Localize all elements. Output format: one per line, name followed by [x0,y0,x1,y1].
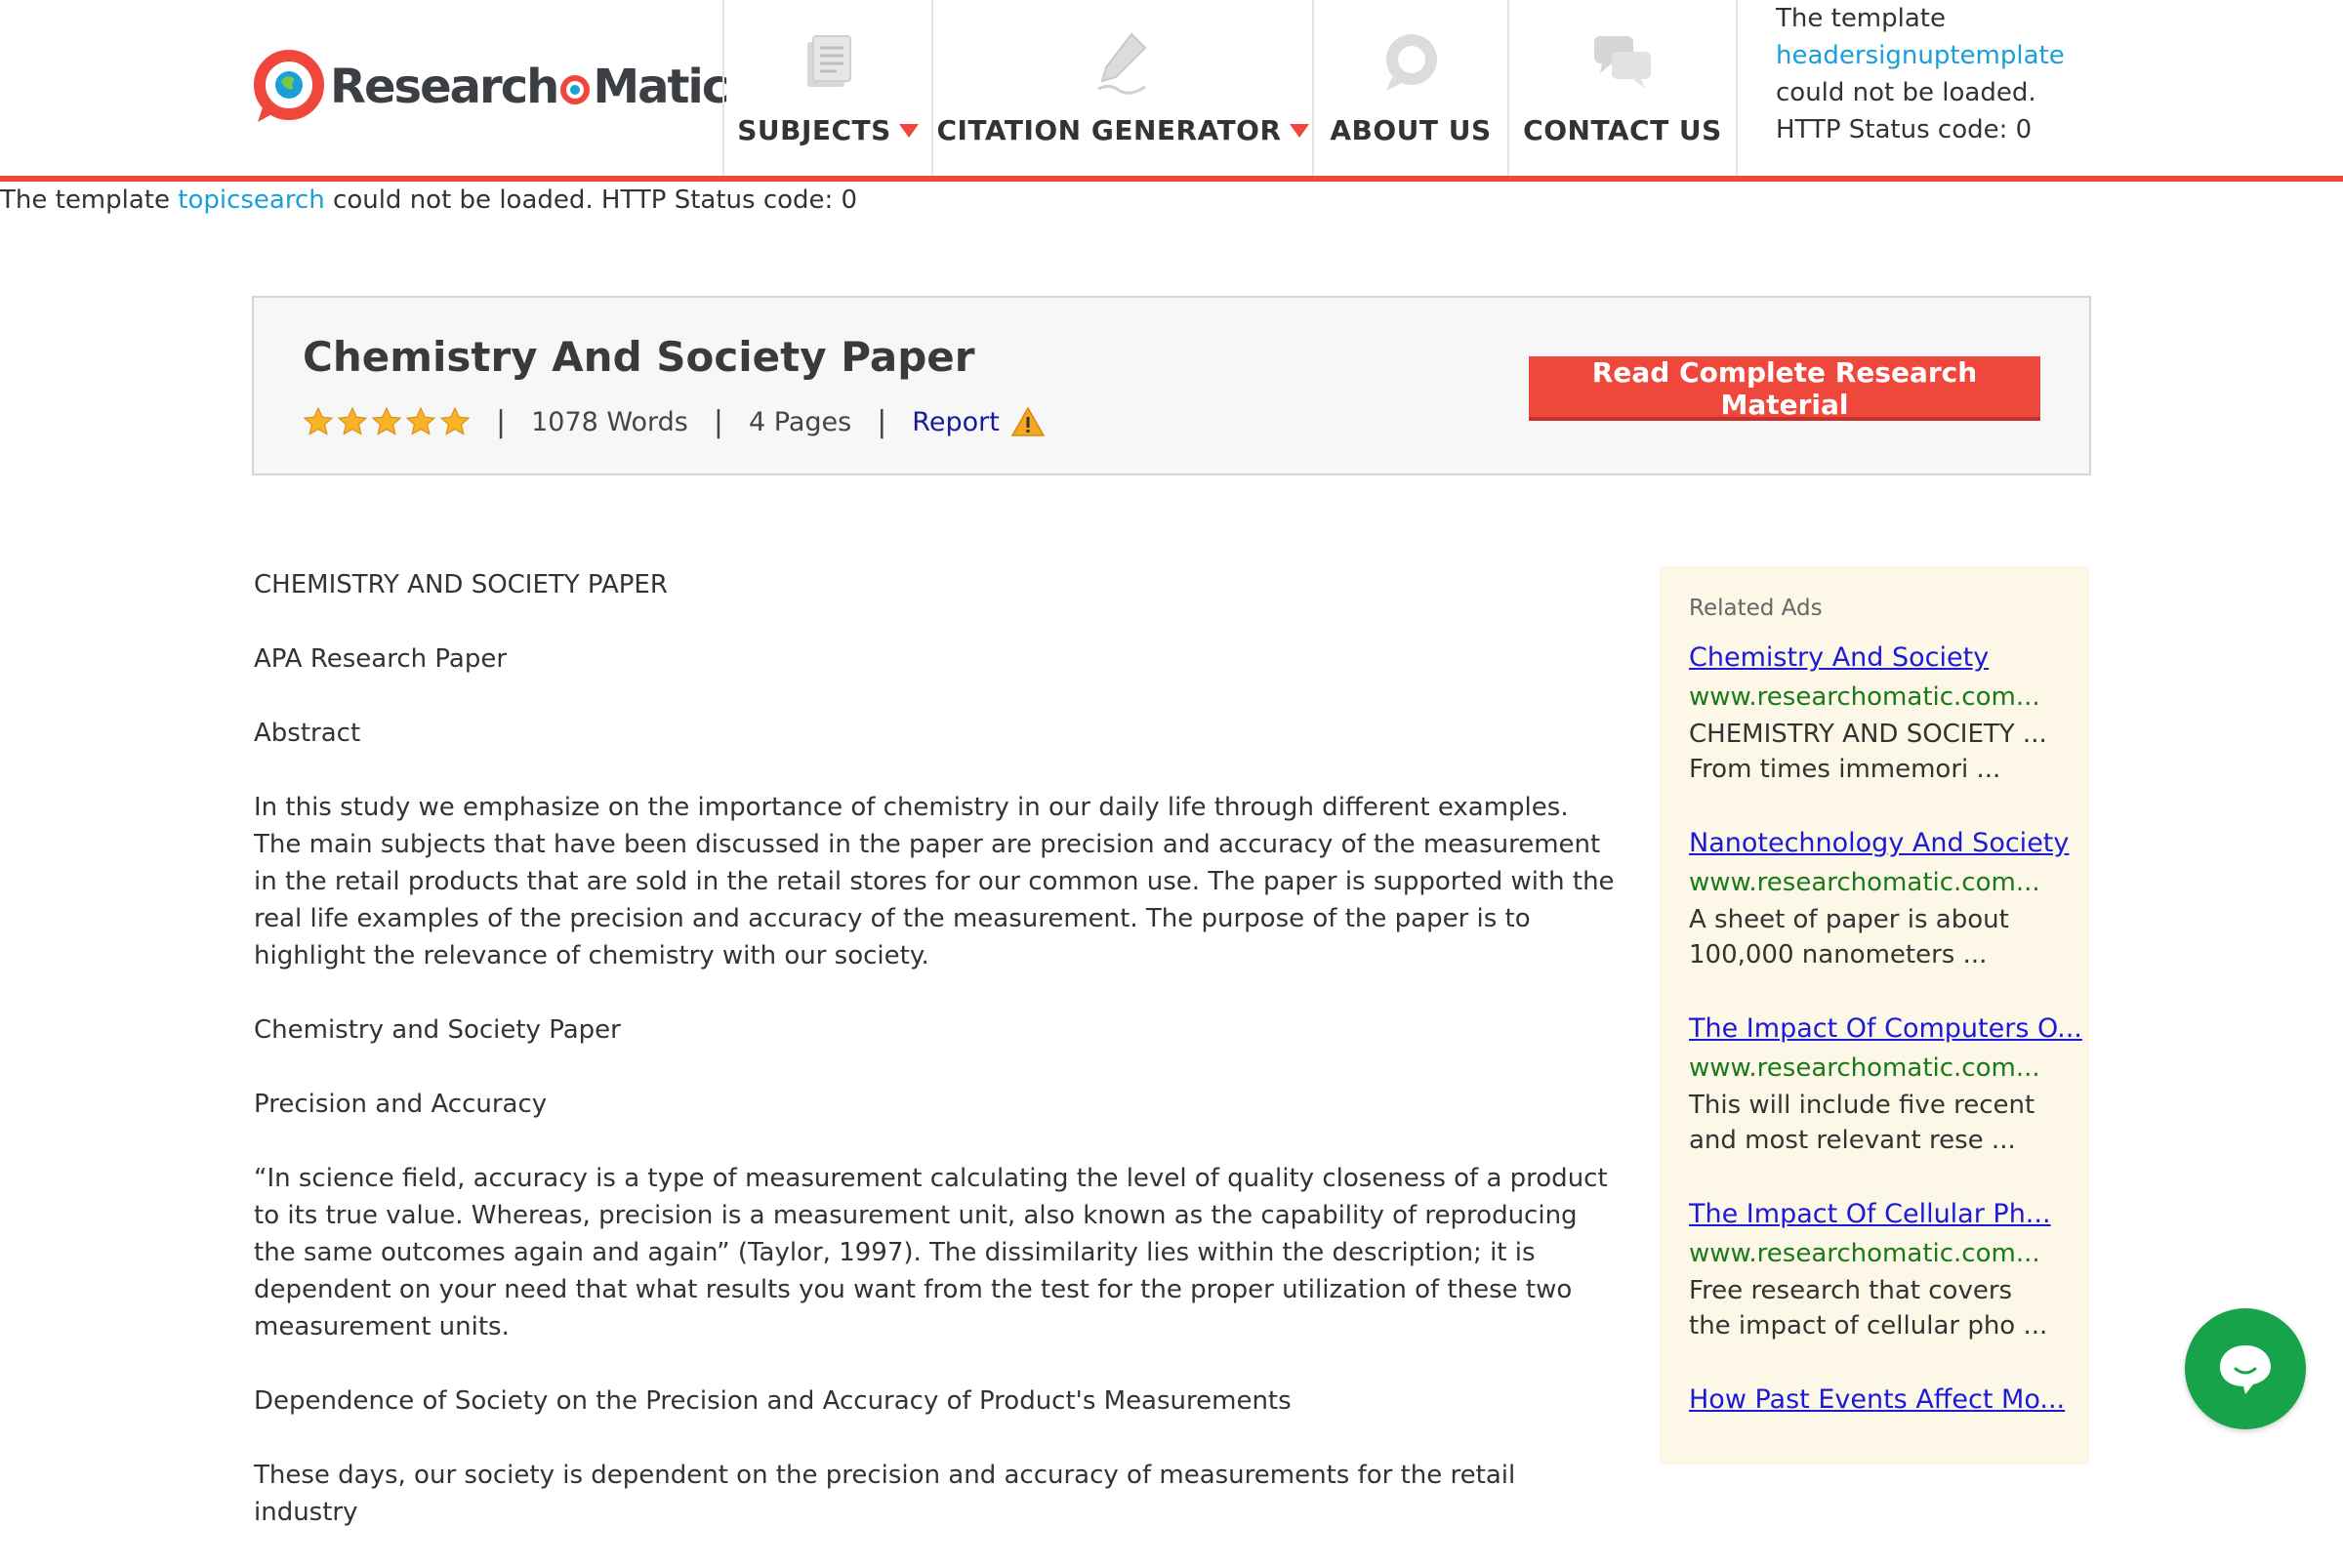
ad-item [1689,1010,2082,1158]
ad-description: This will include five recent and most relevant rese ... [1689,1091,2035,1155]
ad-description: CHEMISTRY AND SOCIETY ... From times immemori ... [1689,720,2047,784]
ad-link[interactable]: The Impact Of Cellular Ph... [1689,1199,2051,1229]
logo-mark-icon [250,48,328,126]
related-ads [1660,566,2089,1465]
article-paragraph: APA Research Paper [254,644,508,674]
logo-word-1: Research [330,60,558,114]
divider: | [496,404,507,439]
article-paragraph: Chemistry and Society Paper [254,1015,621,1045]
article-body [254,566,1621,1568]
star-icon [405,406,436,437]
article-paragraph: “In science field, accuracy is a type of measurement calculating the level of quality closeness of a product to its true value. Whereas, precision is a measurement unit, also known as the capability of reproducing the same outcomes again and again” (Taylor, 1997). The dissimilarity lies within the description; it is dependent on your need that what results you want from the test for the proper utilization of these two measurement units. [254,1164,1608,1341]
ad-description: Free research that covers the impact of cellular pho ... [1689,1276,2048,1341]
site-header [0,0,2343,182]
chat-bubble-icon [1377,28,1445,97]
star-icon [303,406,334,437]
article-paragraph: CHEMISTRY AND SOCIETY PAPER [254,570,668,599]
chat-icon [2214,1338,2277,1400]
ads-heading: Related Ads [1689,596,1823,621]
paper-meta [303,397,1045,446]
nav-subjects[interactable] [722,0,931,176]
paper-title-box [252,296,2091,475]
ad-link[interactable]: How Past Events Affect Mo... [1689,1384,2066,1415]
report-link[interactable]: Report [912,406,1000,437]
nav-citation-label: CITATION GENERATOR [936,114,1308,146]
article-paragraph: Dependence of Society on the Precision and Accuracy of Product's Measurements [254,1386,1292,1416]
warning-icon [1011,406,1045,437]
word-count: 1078 Words [531,406,688,437]
ad-url: www.researchomatic.com... [1689,1239,2040,1268]
star-icon [371,406,402,437]
main-nav [722,0,1738,176]
ad-url: www.researchomatic.com... [1689,1053,2040,1083]
topicsearch-template-error: The template topicsearch could not be loaded. HTTP Status code: 0 [0,186,858,215]
ad-link[interactable]: The Impact Of Computers O... [1689,1013,2082,1044]
logo-o-icon [558,73,592,106]
site-logo[interactable] [250,43,727,131]
divider: | [877,404,887,439]
ad-url: www.researchomatic.com... [1689,868,2040,897]
nav-about-label: ABOUT US [1330,114,1492,146]
headersignuptemplate-link[interactable]: headersignuptemplate [1776,41,2065,70]
speech-bubbles-icon [1588,28,1657,97]
nav-citation-generator[interactable] [931,0,1312,176]
nav-subjects-label: SUBJECTS [737,114,919,146]
star-icon [439,406,471,437]
ad-item [1689,639,2060,787]
ad-item [1689,1195,2060,1343]
divider: | [713,404,723,439]
chevron-down-icon [1290,124,1309,138]
page-count: 4 Pages [748,406,852,437]
nav-about-us[interactable] [1312,0,1507,176]
ad-item [1689,824,2070,972]
article-paragraph: Precision and Accuracy [254,1090,548,1119]
rating-stars [303,406,471,437]
logo-word-2: Matic [593,60,728,114]
ad-item [1689,1381,2066,1420]
document-icon [794,28,862,97]
ad-description: A sheet of paper is about 100,000 nanometers ... [1689,905,2009,970]
ad-link[interactable]: Nanotechnology And Society [1689,828,2070,858]
nav-contact-us[interactable] [1507,0,1738,176]
article-paragraph: These days, our society is dependent on the precision and accuracy of measurements for the retail industry [254,1461,1516,1527]
logo-wordmark [330,60,727,114]
chevron-down-icon [899,124,919,138]
star-icon [337,406,368,437]
header-template-error: The template headersignuptemplate could not be loaded. HTTP Status code: 0 [1776,4,2065,144]
topicsearch-link[interactable]: topicsearch [178,186,325,215]
article-paragraph: Abstract [254,719,361,748]
ad-link[interactable]: Chemistry And Society [1689,642,1990,673]
paper-title: Chemistry And Society Paper [303,333,975,381]
chat-widget-button[interactable] [2185,1308,2306,1429]
nav-contact-label: CONTACT US [1523,114,1722,146]
ads-list [1689,639,2082,1420]
article-paragraph: In this study we emphasize on the importance of chemistry in our daily life through different examples. The main subjects that have been discussed in the paper are precision and accuracy of the measurement in the retail products that are sold in the retail stores for our common use. The paper is supported with the real life examples of the precision and accuracy of the measurement. The purpose of the paper is to highlight the relevance of chemistry with our society. [254,793,1615,970]
pen-icon [1089,28,1157,97]
read-complete-button[interactable]: Read Complete Research Material [1529,356,2040,421]
ad-url: www.researchomatic.com... [1689,682,2040,712]
